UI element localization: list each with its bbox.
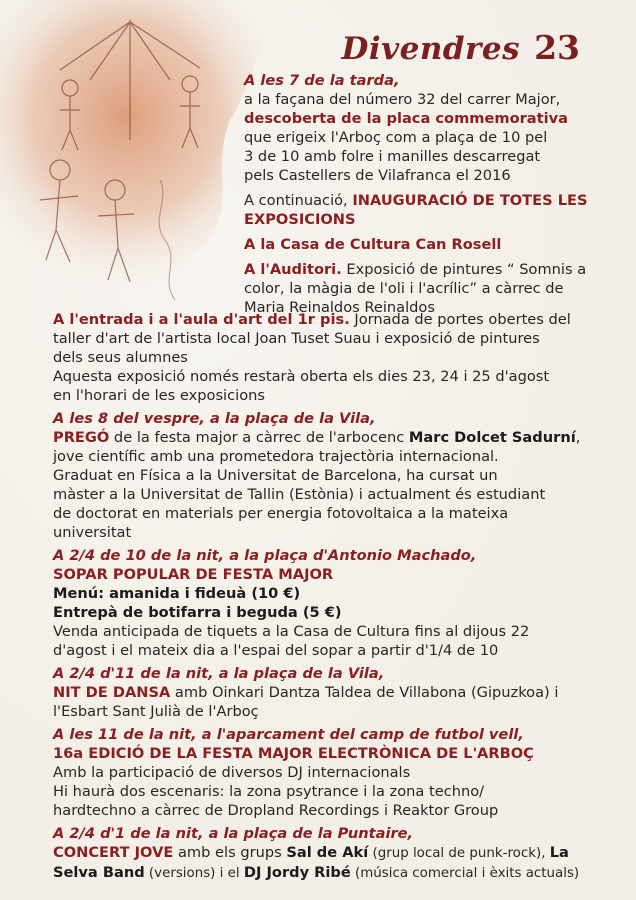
event-text: Graduat en Física a la Universitat de Barcelona, ha cursat un: [53, 467, 498, 484]
event-paragraph: A continuació, INAUGURACIÓ DE TOTES LES: [244, 192, 588, 209]
event-title: PREGÓ: [53, 429, 110, 446]
event-text: l'Esbart Sant Julià de l'Arboç: [53, 703, 259, 720]
event-text: dels seus alumnes: [53, 349, 188, 366]
event-time: A les 8 del vespre, a la plaça de la Vila,: [53, 410, 376, 427]
band-name: Sal de Akí: [286, 844, 369, 861]
event-paragraph: Selva Band (versions) i el DJ Jordy Ribé (música comercial i èxits actuals): [53, 864, 580, 881]
event-paragraph: PREGÓ de la festa major a càrrec de l'arbocenc Marc Dolcet Sadurní,: [53, 429, 581, 446]
event-title: SOPAR POPULAR DE FESTA MAJOR: [53, 566, 334, 583]
dancers-illustration: [0, 0, 280, 320]
event-title: EXPOSICIONS: [244, 211, 356, 228]
event-text: color, la màgia de l'oli i l'acrílic” a càrrec de: [244, 280, 564, 297]
day-name: Divendres: [341, 31, 521, 67]
event-text: hardtechno a càrrec de Dropland Recordings i Reaktor Group: [53, 802, 499, 819]
band-name: Selva Band: [53, 864, 145, 881]
event-paragraph: A l'Auditori. Exposició de pintures “ Somnis a: [244, 261, 587, 278]
speaker-name: Marc Dolcet Sadurní: [408, 429, 576, 446]
event-title: INAUGURACIÓ DE TOTES LES: [352, 192, 588, 209]
menu-item: Entrepà de botifarra i beguda (5 €): [53, 604, 342, 621]
event-title: descoberta de la placa commemorativa: [244, 110, 568, 127]
event-time: A 2/4 d'1 de la nit, a la plaça de la Puntaire,: [53, 825, 414, 842]
event-time: A 2/4 de 10 de la nit, a la plaça d'Antonio Machado,: [53, 547, 477, 564]
event-time: A 2/4 d'11 de la nit, a la plaça de la Vila,: [53, 665, 385, 682]
event-title: A l'entrada i a l'aula d'art del 1r pis.: [53, 311, 350, 328]
event-text: Venda anticipada de tiquets a la Casa de Cultura fins al dijous 22: [53, 623, 530, 640]
event-title: A la Casa de Cultura Can Rosell: [244, 236, 502, 253]
event-text: universitat: [53, 524, 132, 541]
event-paragraph: A l'entrada i a l'aula d'art del 1r pis. Jornada de portes obertes del: [53, 311, 571, 328]
day-number: 23: [534, 28, 580, 67]
event-text: d'agost i el mateix dia a l'espai del sopar a partir d'1/4 de 10: [53, 642, 499, 659]
day-header: [341, 28, 580, 67]
event-title: CONCERT JOVE: [53, 844, 174, 861]
band-name: La: [549, 844, 569, 861]
event-paragraph: CONCERT JOVE amb els grups Sal de Akí (grup local de punk-rock), La: [53, 844, 569, 861]
main-column-events: [53, 310, 623, 883]
top-column-events: [244, 71, 624, 317]
menu-item: Menú: amanida i fideuà (10 €): [53, 585, 301, 602]
event-text: màster a la Universitat de Tallin (Estònia) i actualment és estudiant: [53, 486, 546, 503]
event-text: Aquesta exposició només restarà oberta els dies 23, 24 i 25 d'agost: [53, 368, 550, 385]
event-title: A l'Auditori.: [244, 261, 342, 278]
event-time: A les 11 de la nit, a l'aparcament del camp de futbol vell,: [53, 726, 524, 743]
event-text: Maria Reinaldos Reinaldos: [244, 299, 435, 316]
event-title: 16a EDICIÓ DE LA FESTA MAJOR ELECTRÒNICA DE L'ARBOÇ: [53, 745, 534, 762]
event-text: taller d'art de l'artista local Joan Tuset Suau i exposició de pintures: [53, 330, 540, 347]
event-text: Hi haurà dos escenaris: la zona psytrance i la zona techno/: [53, 783, 485, 800]
event-text: en l'horari de les exposicions: [53, 387, 265, 404]
event-text: jove científic amb una prometedora trajectòria internacional.: [53, 448, 499, 465]
dj-name: DJ Jordy Ribé: [243, 864, 351, 881]
event-text: de doctorat en materials per energia fotovoltaica a la mateixa: [53, 505, 509, 522]
event-text: Amb la participació de diversos DJ internacionals: [53, 764, 411, 781]
event-text: que erigeix l'Arboç com a plaça de 10 pel: [244, 129, 548, 146]
event-text: a la façana del número 32 del carrer Major,: [244, 91, 561, 108]
event-time: A les 7 de la tarda,: [244, 72, 400, 89]
event-text: 3 de 10 amb folre i manilles descarregat: [244, 148, 541, 165]
event-text: pels Castellers de Vilafranca el 2016: [244, 167, 511, 184]
event-paragraph: NIT DE DANSA amb Oinkari Dantza Taldea de Villabona (Gipuzkoa) i: [53, 684, 559, 701]
event-title: NIT DE DANSA: [53, 684, 171, 701]
